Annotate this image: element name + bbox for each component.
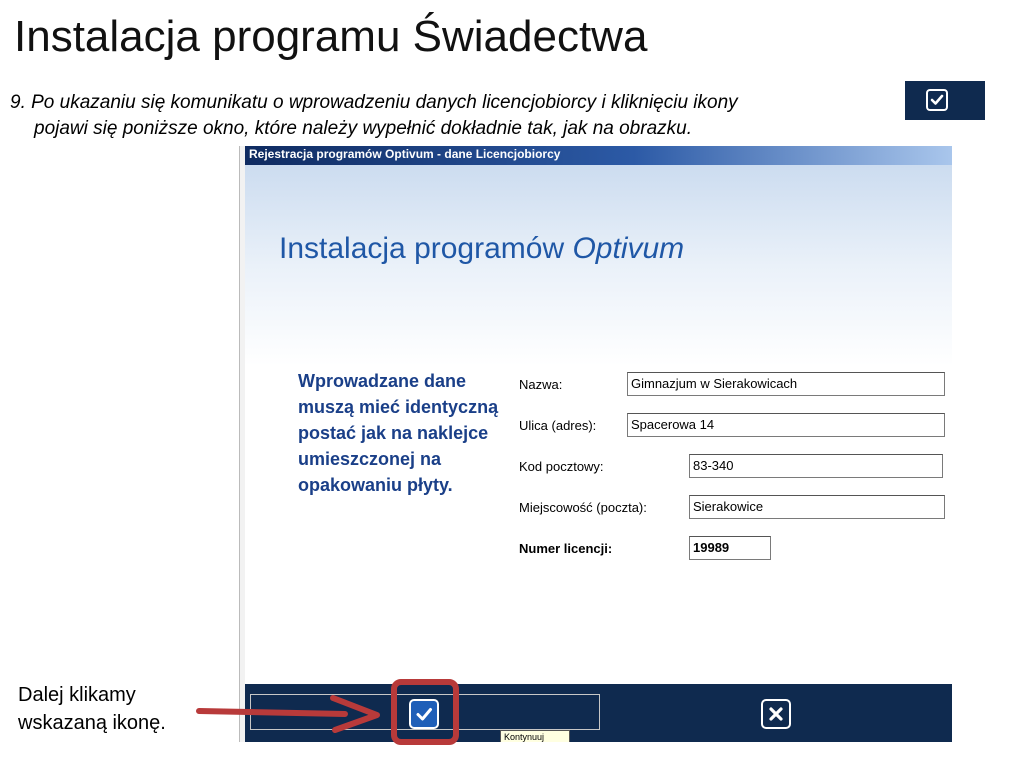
- name-input[interactable]: Gimnazjum w Sierakowicach: [627, 372, 945, 396]
- data-notice: Wprowadzane dane muszą mieć identyczną postać jak na naklejce umieszczonej na opakowaniu płyty.: [298, 371, 499, 495]
- city-label: Miejscowość (poczta):: [519, 500, 647, 515]
- note-line-1: Dalej klikamy: [18, 684, 136, 706]
- continue-tooltip: Kontynuuj: [500, 730, 570, 742]
- dialog-titlebar[interactable]: Rejestracja programów Optivum - dane Licencjobiorcy: [245, 146, 952, 165]
- postal-code-label: Kod pocztowy:: [519, 459, 604, 474]
- button-highlight: [391, 679, 459, 745]
- ok-icon-sample: [905, 81, 985, 120]
- heading-text: Instalacja programów: [279, 232, 573, 265]
- postal-code-input[interactable]: 83-340: [689, 454, 943, 478]
- heading-brand: Optivum: [572, 232, 685, 265]
- instruction-text: [10, 90, 738, 142]
- instruction-line-2: pojawi się poniższe okno, które należy wypełnić dokładnie tak, jak na obrazku.: [34, 118, 692, 139]
- check-icon: [926, 89, 948, 111]
- slide-title: Instalacja programu Świadectwa: [14, 12, 648, 61]
- street-input[interactable]: Spacerowa 14: [627, 413, 945, 437]
- street-label: Ulica (adres):: [519, 418, 597, 433]
- name-label: Nazwa:: [519, 377, 563, 392]
- arrow-icon: [195, 690, 385, 740]
- city-input[interactable]: Sierakowice: [689, 495, 945, 519]
- cancel-button[interactable]: [761, 699, 791, 729]
- close-icon: [763, 701, 789, 727]
- license-input[interactable]: 19989: [689, 536, 771, 560]
- registration-dialog: [245, 146, 952, 742]
- note-line-2: wskazaną ikonę.: [18, 712, 166, 734]
- license-label: Numer licencji:: [519, 541, 613, 556]
- instruction-note: [18, 681, 166, 737]
- instruction-line-1: 9. Po ukazaniu się komunikatu o wprowadzeniu danych licencjobiorcy i kliknięciu ikony: [10, 92, 738, 113]
- dialog-heading: [279, 232, 684, 266]
